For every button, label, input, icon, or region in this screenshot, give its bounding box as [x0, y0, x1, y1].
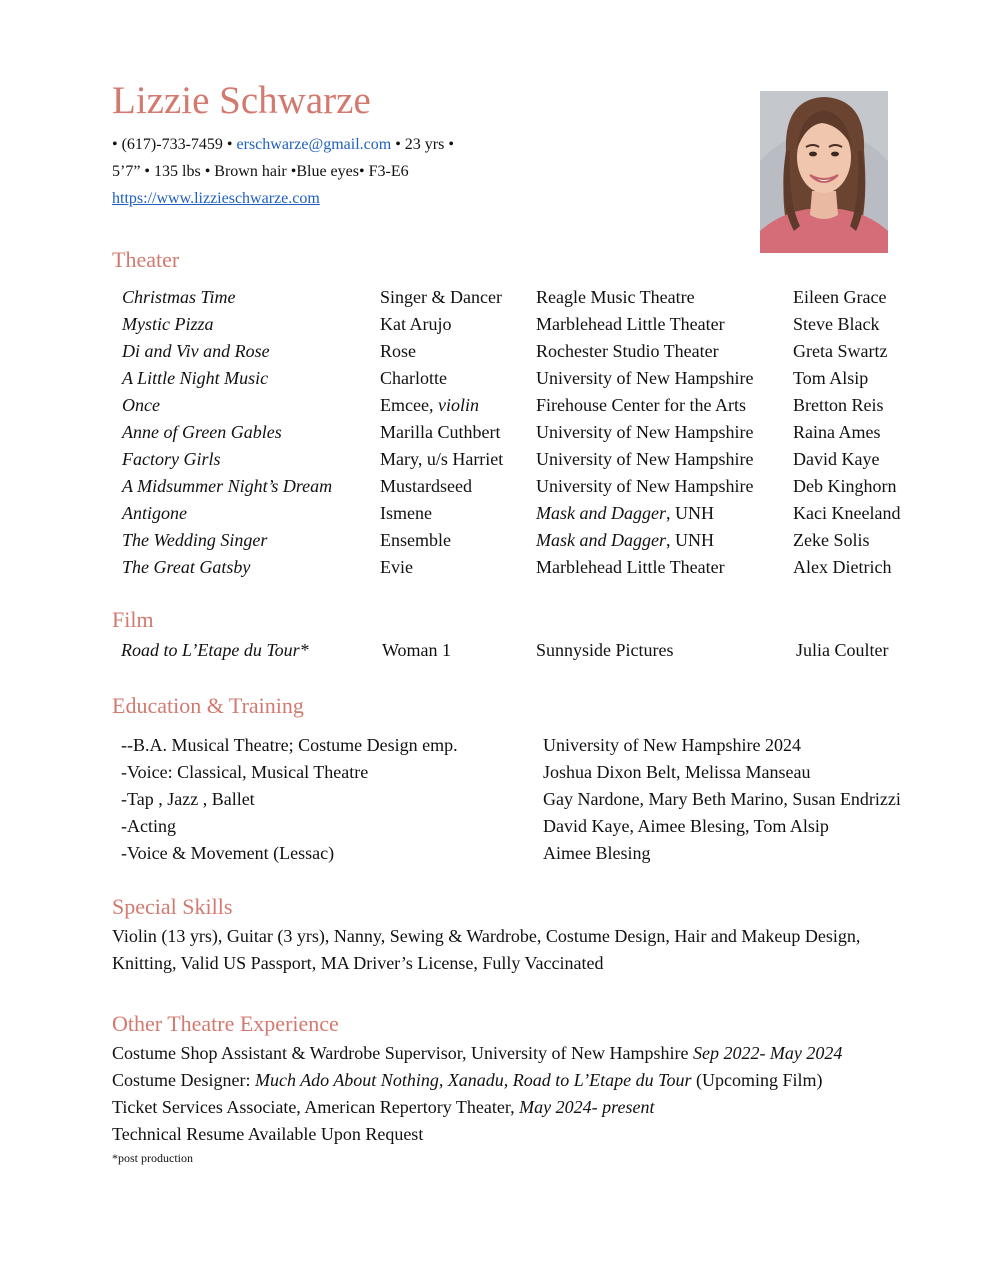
director: Alex Dietrich	[793, 557, 892, 577]
show-title: Christmas Time	[122, 287, 236, 307]
venue-suffix: , UNH	[665, 503, 714, 523]
role-italic: violin	[437, 395, 479, 415]
director: Steve Black	[793, 314, 880, 334]
experience-line	[112, 1040, 842, 1067]
headshot-illustration	[760, 91, 888, 253]
venue: University of New Hampshire	[536, 368, 754, 388]
skills-line: Knitting, Valid US Passport, MA Driver’s License, Fully Vaccinated	[112, 953, 604, 973]
section-title-theater: Theater	[112, 247, 180, 272]
role: Singer & Dancer	[380, 287, 502, 307]
section-title-film: Film	[112, 607, 154, 632]
role: Woman 1	[382, 640, 452, 660]
venue: Reagle Music Theatre	[536, 287, 695, 307]
director: Eileen Grace	[793, 287, 887, 307]
show-title: Mystic Pizza	[122, 314, 214, 334]
director: Deb Kinghorn	[793, 476, 897, 496]
show-title: Factory Girls	[122, 449, 221, 469]
venue	[536, 500, 714, 527]
training-item: -Acting	[121, 816, 176, 836]
experience-text: Costume Shop Assistant & Wardrobe Supervisor, University of New Hampshire	[112, 1043, 693, 1063]
table-row	[0, 554, 984, 581]
role: Mustardseed	[380, 476, 472, 496]
training-item: -Voice & Movement (Lessac)	[121, 843, 335, 863]
experience-line	[112, 1094, 654, 1121]
role: Rose	[380, 341, 416, 361]
show-title: Anne of Green Gables	[122, 422, 282, 442]
venue: University of New Hampshire	[536, 449, 754, 469]
table-row	[0, 338, 984, 365]
venue: University of New Hampshire	[536, 422, 754, 442]
venue	[536, 527, 714, 554]
role: Ismene	[380, 503, 432, 523]
role: Charlotte	[380, 368, 447, 388]
table-row	[0, 786, 984, 813]
role: Mary, u/s Harriet	[380, 449, 504, 469]
contact-line	[112, 135, 454, 155]
show-title: A Little Night Music	[122, 368, 269, 388]
physical-stats: 5’7” • 135 lbs • Brown hair •Blue eyes• F3-E6	[112, 163, 409, 180]
experience-text: Costume Designer:	[112, 1070, 255, 1090]
show-title: The Wedding Singer	[122, 530, 268, 550]
table-row	[0, 419, 984, 446]
director: Greta Swartz	[793, 341, 888, 361]
experience-shows: Much Ado About Nothing, Xanadu, Road to L’Etape du Tour	[254, 1070, 692, 1090]
director: David Kaye	[793, 449, 880, 469]
table-row	[0, 813, 984, 840]
experience-text: Ticket Services Associate, American Repertory Theater,	[112, 1097, 520, 1117]
venue-italic: Mask and Dagger	[536, 503, 666, 523]
experience-line	[112, 1067, 823, 1094]
skills-line: Violin (13 yrs), Guitar (3 yrs), Nanny, Sewing & Wardrobe, Costume Design, Hair and Makeup Design,	[112, 926, 861, 946]
age: • 23 yrs •	[395, 136, 454, 153]
training-detail: Joshua Dixon Belt, Melissa Manseau	[543, 762, 811, 782]
training-item: -Tap , Jazz , Ballet	[121, 789, 255, 809]
show-title: Road to L’Etape du Tour*	[121, 640, 309, 660]
training-item: -Voice: Classical, Musical Theatre	[121, 762, 369, 782]
venue-suffix: , UNH	[665, 530, 714, 550]
experience-line: Technical Resume Available Upon Request	[112, 1124, 424, 1144]
table-row	[0, 732, 984, 759]
training-detail: Gay Nardone, Mary Beth Marino, Susan Endrizzi	[543, 789, 901, 809]
show-title: The Great Gatsby	[122, 557, 251, 577]
training-item: --B.A. Musical Theatre; Costume Design emp.	[121, 735, 458, 755]
experience-dates: Sep 2022- May 2024	[692, 1043, 843, 1063]
table-row	[0, 446, 984, 473]
venue-italic: Mask and Dagger	[536, 530, 666, 550]
experience-text: (Upcoming Film)	[691, 1070, 823, 1090]
role-main: Emcee,	[380, 395, 434, 415]
role: Evie	[380, 557, 413, 577]
training-detail: Aimee Blesing	[543, 843, 651, 863]
headshot-photo	[760, 91, 888, 253]
section-title-skills: Special Skills	[112, 894, 233, 919]
show-title: Antigone	[122, 503, 187, 523]
venue: Rochester Studio Theater	[536, 341, 719, 361]
phone: • (617)-733-7459 •	[112, 136, 233, 153]
email-link[interactable]: erschwarze@gmail.com	[236, 136, 392, 153]
table-row	[0, 500, 984, 527]
director: Tom Alsip	[793, 368, 869, 388]
role: Ensemble	[380, 530, 451, 550]
table-row	[0, 527, 984, 554]
table-row	[0, 759, 984, 786]
footnote: *post production	[112, 1151, 193, 1165]
table-row	[0, 637, 984, 664]
section-title-education: Education & Training	[112, 693, 304, 718]
training-detail: David Kaye, Aimee Blesing, Tom Alsip	[543, 816, 829, 836]
role: Marilla Cuthbert	[380, 422, 501, 442]
website-link[interactable]: https://www.lizzieschwarze.com	[112, 190, 320, 207]
show-title: Once	[122, 395, 160, 415]
director: Zeke Solis	[793, 530, 870, 550]
table-row	[0, 392, 984, 419]
role: Kat Arujo	[380, 314, 452, 334]
table-row	[0, 311, 984, 338]
venue: Marblehead Little Theater	[536, 314, 725, 334]
show-title: A Midsummer Night’s Dream	[122, 476, 333, 496]
resume-name: Lizzie Schwarze	[112, 79, 371, 122]
venue: Marblehead Little Theater	[536, 557, 725, 577]
venue: University of New Hampshire	[536, 476, 754, 496]
experience-dates: May 2024- present	[519, 1097, 655, 1117]
table-row	[0, 840, 984, 867]
table-row	[0, 284, 984, 311]
table-row	[0, 473, 984, 500]
director: Bretton Reis	[793, 395, 884, 415]
venue: Firehouse Center for the Arts	[536, 395, 746, 415]
venue: Sunnyside Pictures	[536, 640, 674, 660]
section-title-other: Other Theatre Experience	[112, 1011, 339, 1036]
director: Julia Coulter	[796, 640, 889, 660]
director: Raina Ames	[793, 422, 881, 442]
director: Kaci Kneeland	[793, 503, 901, 523]
show-title: Di and Viv and Rose	[122, 341, 270, 361]
table-row	[0, 365, 984, 392]
training-detail: University of New Hampshire 2024	[543, 735, 801, 755]
role	[380, 392, 479, 419]
